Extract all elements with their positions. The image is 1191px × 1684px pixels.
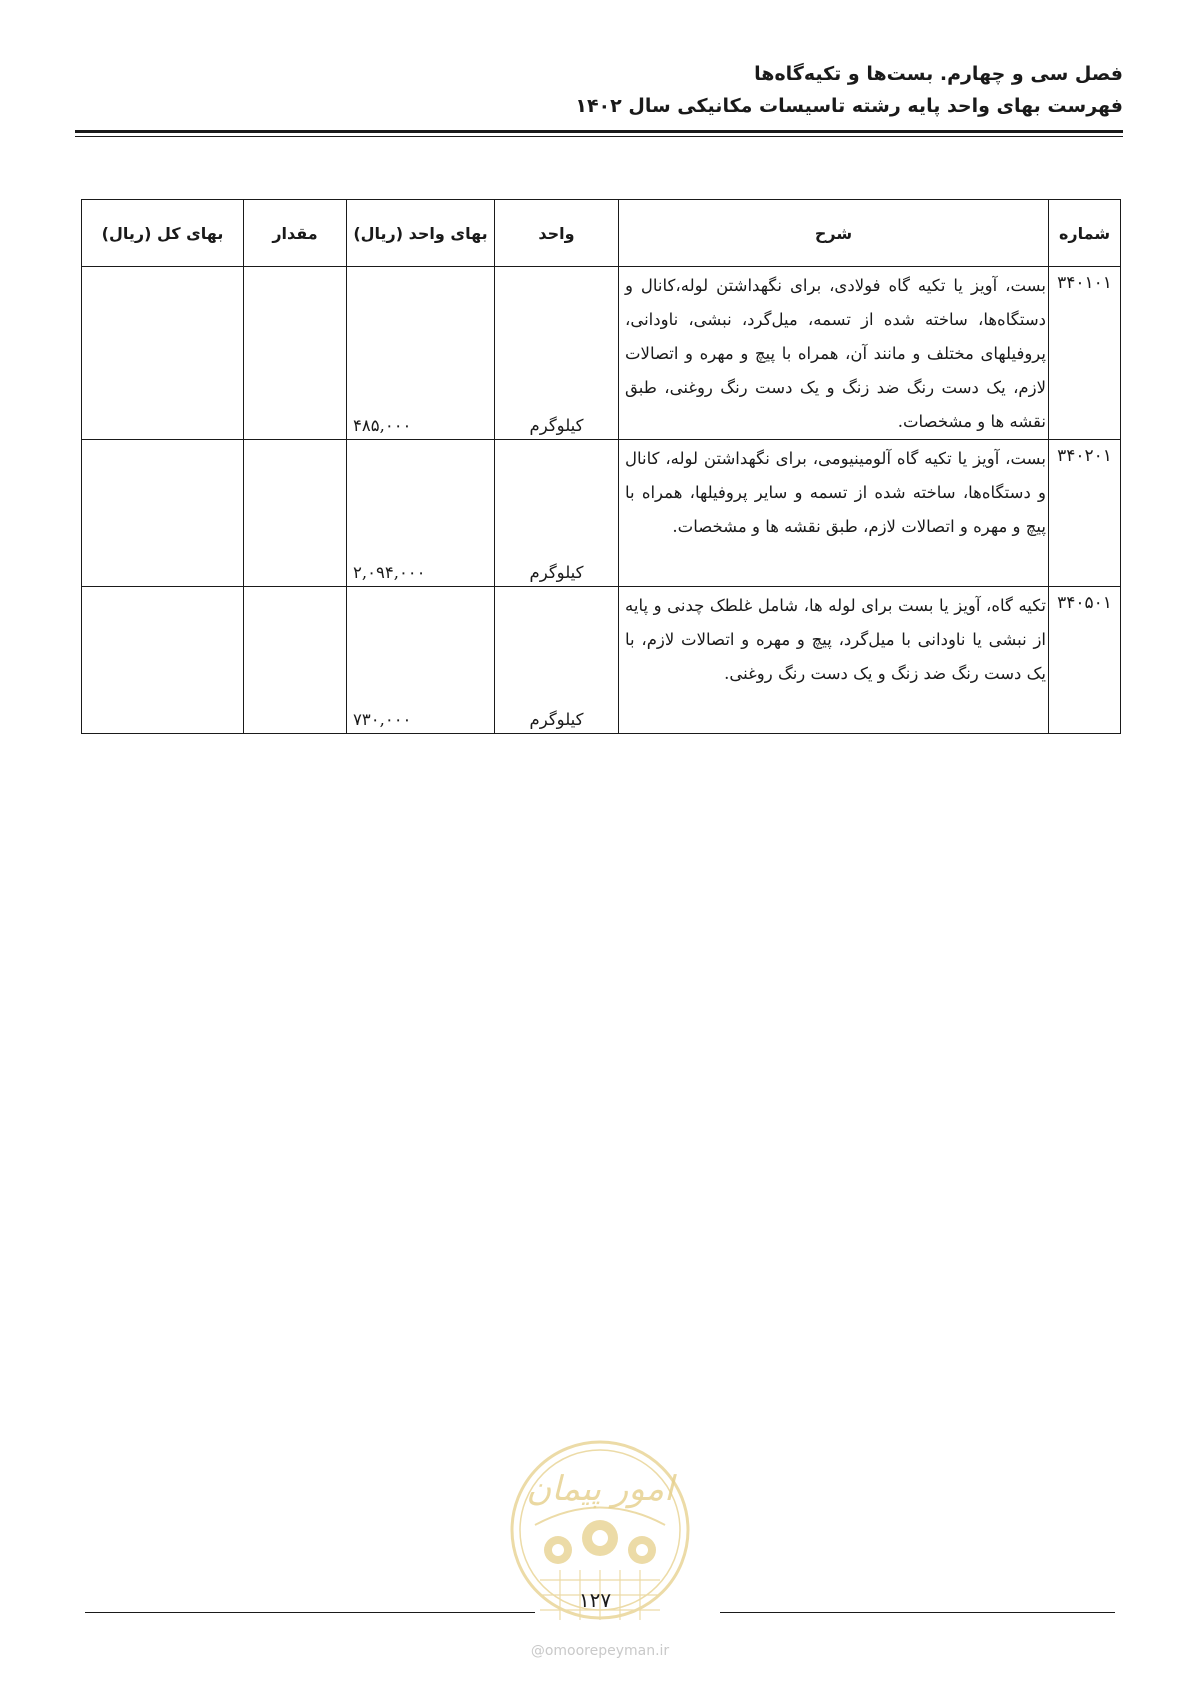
item-unit: کیلوگرم	[495, 267, 619, 440]
item-description: بست، آویز یا تکیه گاه فولادی، برای نگهداشتن لوله،کانال و دستگاه‌ها، ساخته شده از تسمه، میل‌گرد، نبشی، ناودانی، پروفیلهای مختلف و مانند آن، همراه با پیچ و مهره و اتصالات لازم، یک دست رنگ ضد زنگ و یک دست رنگ روغنی، طبق نقشه ها و مشخصات.	[619, 267, 1049, 440]
item-quantity	[244, 267, 347, 440]
column-header-description: شرح	[619, 200, 1049, 267]
column-header-unit: واحد	[495, 200, 619, 267]
item-unit-price: ۷۳۰,۰۰۰	[347, 587, 495, 734]
footer-rule-left	[85, 1612, 535, 1613]
item-unit: کیلوگرم	[495, 440, 619, 587]
item-quantity	[244, 440, 347, 587]
item-total-price	[82, 440, 244, 587]
column-header-number: شماره	[1049, 200, 1121, 267]
item-quantity	[244, 587, 347, 734]
price-table	[81, 199, 1121, 734]
table-row	[82, 587, 1121, 734]
header-rule-thin	[75, 136, 1123, 137]
item-unit-price: ۴۸۵,۰۰۰	[347, 267, 495, 440]
table-header-row	[82, 200, 1121, 267]
table-row	[82, 267, 1121, 440]
item-unit-price: ۲,۰۹۴,۰۰۰	[347, 440, 495, 587]
watermark-logo-lettering: امور پیمان	[526, 1469, 674, 1509]
price-list-title: فهرست بهای واحد پایه رشته تاسیسات مکانیکی سال ۱۴۰۲	[575, 95, 1123, 117]
column-header-unit-price: بهای واحد (ریال)	[347, 200, 495, 267]
item-number: ۳۴۰۲۰۱	[1049, 440, 1121, 587]
watermark-text: @omoorepeyman.ir	[530, 1643, 670, 1659]
column-header-total-price: بهای کل (ریال)	[82, 200, 244, 267]
page-header	[75, 58, 1123, 122]
chapter-title: فصل سی و چهارم. بست‌ها و تکیه‌گاه‌ها	[754, 63, 1123, 85]
item-description: بست، آویز یا تکیه گاه آلومینیومی، برای نگهداشتن لوله، کانال و دستگاه‌ها، ساخته شده از تسمه و سایر پروفیلها، همراه با پیچ و مهره و اتصالات لازم، طبق نقشه ها و مشخصات.	[619, 440, 1049, 587]
item-unit: کیلوگرم	[495, 587, 619, 734]
item-total-price	[82, 587, 244, 734]
item-number: ۳۴۰۵۰۱	[1049, 587, 1121, 734]
item-total-price	[82, 267, 244, 440]
item-description: تکیه گاه، آویز یا بست برای لوله ها، شامل غلطک چدنی و پایه از نبشی یا ناودانی با میل‌گرد، پیچ و مهره و اتصالات لازم، با یک دست رنگ ضد زنگ و یک دست رنگ روغنی.	[619, 587, 1049, 734]
header-rule-thick	[75, 130, 1123, 133]
column-header-quantity: مقدار	[244, 200, 347, 267]
table-row	[82, 440, 1121, 587]
page-number: ۱۲۷	[578, 1588, 612, 1612]
footer-rule-right	[720, 1612, 1115, 1613]
item-number: ۳۴۰۱۰۱	[1049, 267, 1121, 440]
